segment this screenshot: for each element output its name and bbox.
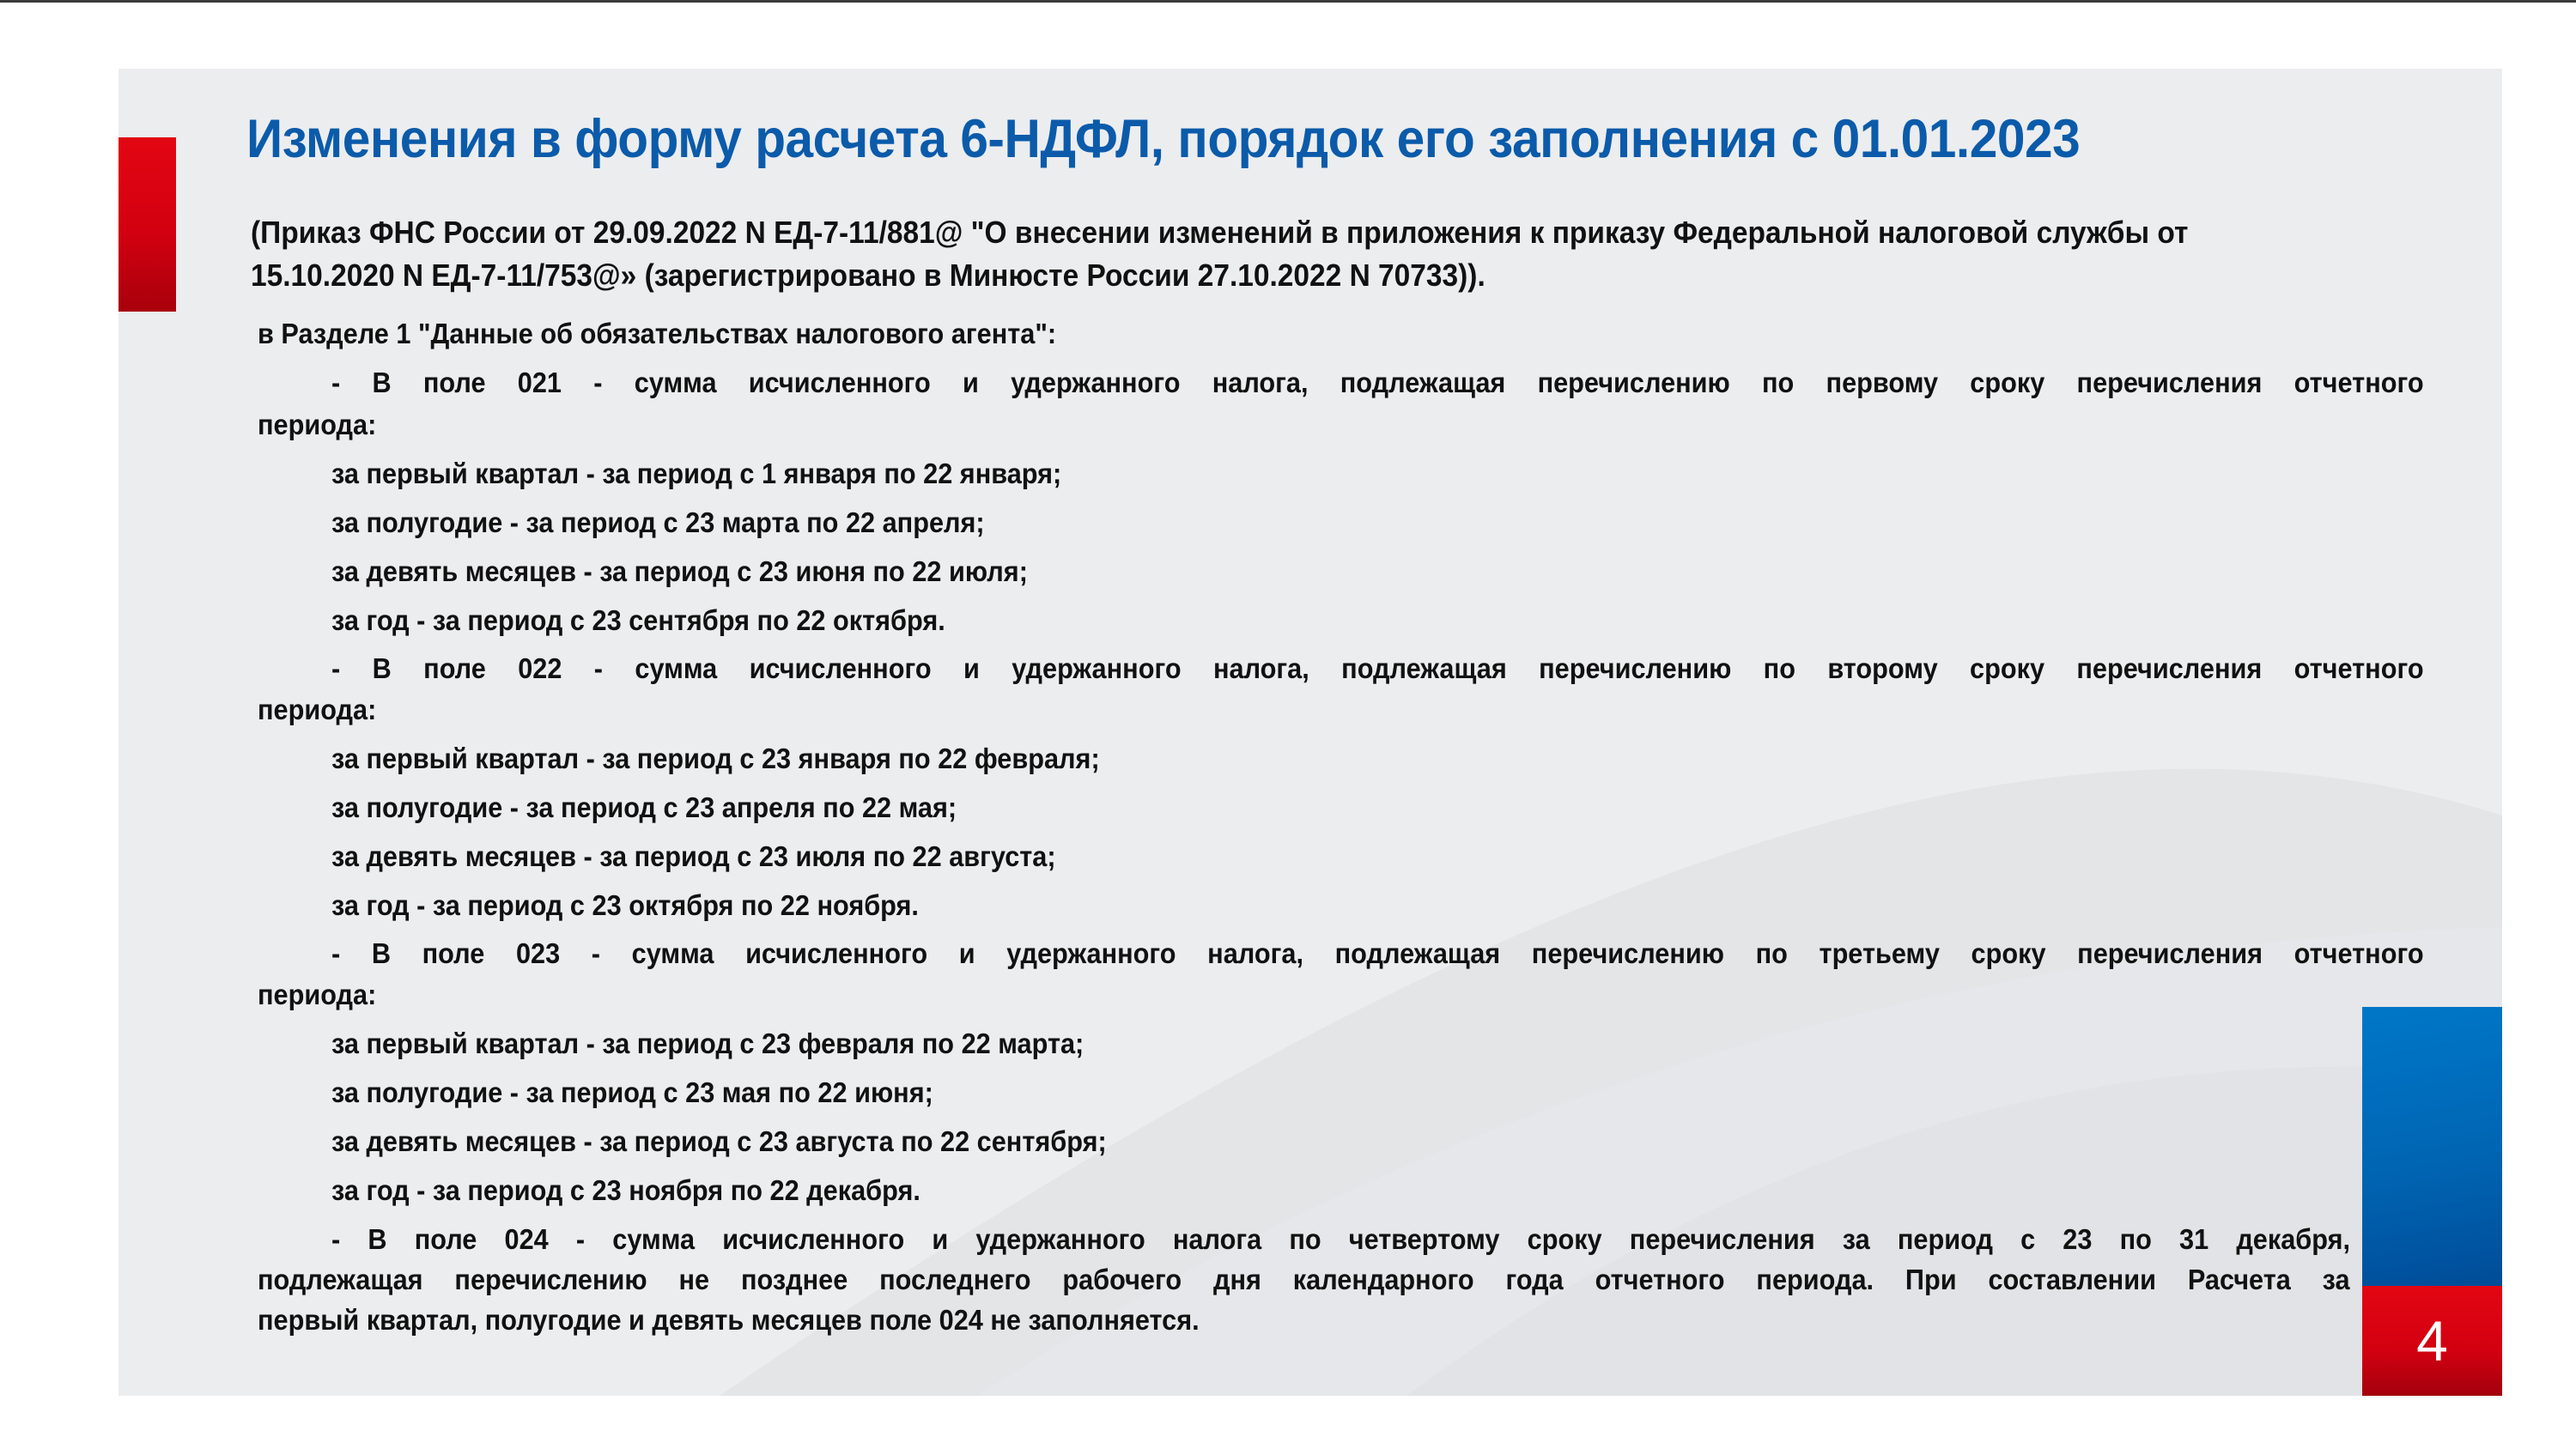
order-reference-line: 15.10.2020 N ЕД-7-11/753@» (зарегистрировано в Минюсте России 27.10.2022 N 70733)). (251, 258, 1485, 293)
slide-title: Изменения в форму расчета 6-НДФЛ, порядок его заполнения с 01.01.2023 (246, 109, 2081, 169)
field-022-lead-cont: периода: (258, 694, 377, 725)
title-accent-bar (118, 137, 176, 312)
field-021-item: за год - за период с 23 сентября по 22 октября. (331, 604, 945, 636)
field-023-item: за первый квартал - за период с 23 февраля по 22 марта; (331, 1028, 1084, 1059)
field-021-item: за первый квартал - за период с 1 января по 22 января; (331, 458, 1062, 489)
field-022-item: за первый квартал - за период с 23 января по 22 февраля; (331, 743, 1100, 774)
page-number-accent-blue (2362, 1007, 2502, 1286)
page-number-badge: 4 (2362, 1286, 2502, 1396)
field-021-item: за полугодие - за период с 23 марта по 22 апреля; (331, 506, 985, 538)
field-023-item: за полугодие - за период с 23 мая по 22 июня; (331, 1076, 933, 1108)
field-024-line: подлежащая перечислению не позднее последнего рабочего дня календарного года отчетного периода. При составлении Расчета за (258, 1264, 2350, 1295)
field-022-item: за полугодие - за период с 23 апреля по 22 мая; (331, 791, 957, 823)
top-border-line (0, 0, 2576, 3)
field-023-item: за девять месяцев - за период с 23 августа по 22 сентября; (331, 1125, 1107, 1157)
field-021-lead-cont: периода: (258, 409, 377, 440)
field-021-lead: - В поле 021 - сумма исчисленного и удержанного налога, подлежащая перечислению по первому сроку перечисления отчетного (331, 367, 2424, 398)
order-reference-line: (Приказ ФНС России от 29.09.2022 N ЕД-7-11/881@ "О внесении изменений в приложения к приказу Федеральной налоговой службы от (251, 215, 2189, 250)
field-023-item: за год - за период с 23 ноября по 22 декабря. (331, 1174, 920, 1206)
field-022-item: за год - за период с 23 октября по 22 ноября. (331, 889, 919, 921)
field-022-lead: - В поле 022 - сумма исчисленного и удержанного налога, подлежащая перечислению по второму сроку перечисления отчетного (331, 652, 2424, 684)
field-024-line: первый квартал, полугодие и девять месяцев поле 024 не заполняется. (258, 1304, 1200, 1336)
field-024-line: - В поле 024 - сумма исчисленного и удержанного налога по четвертому сроку перечисления за период с 23 по 31 декабря, (331, 1223, 2351, 1255)
field-021-item: за девять месяцев - за период с 23 июня по 22 июля; (331, 555, 1028, 587)
field-023-lead-cont: периода: (258, 979, 377, 1010)
field-022-item: за девять месяцев - за период с 23 июля по 22 августа; (331, 840, 1056, 872)
section-intro: в Разделе 1 "Данные об обязательствах налогового агента": (258, 318, 1057, 349)
field-023-lead: - В поле 023 - сумма исчисленного и удержанного налога, подлежащая перечислению по третьему сроку перечисления отчетного (331, 937, 2424, 969)
order-reference (251, 211, 2263, 297)
